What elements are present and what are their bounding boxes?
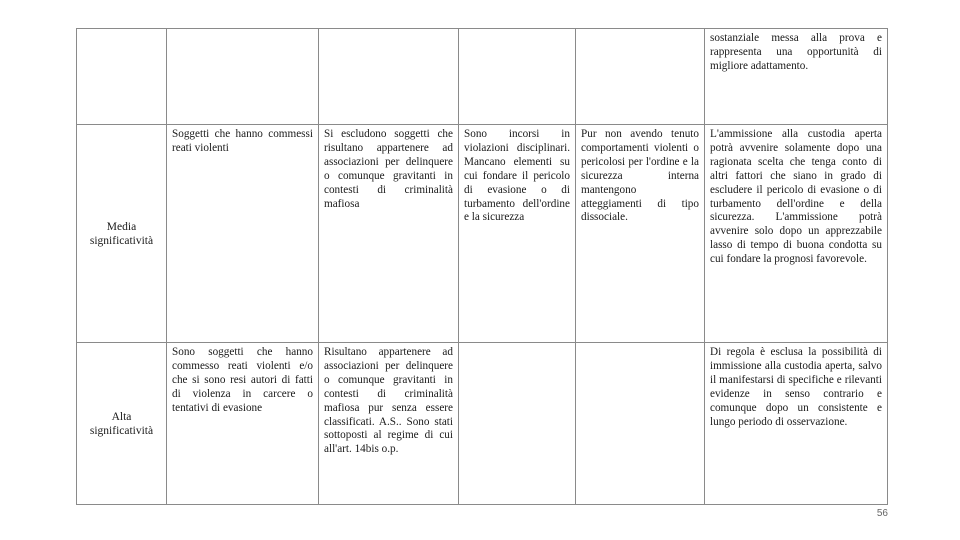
table-row — [77, 29, 888, 125]
table-cell-disciplinary — [459, 343, 576, 505]
criteria-table — [76, 28, 888, 505]
table-cell-behaviour: Pur non avendo tenuto comportamenti violenti o pericolosi per l'ordine e la sicurezza interna mantengono atteggiamenti di tipo dissociale. — [576, 125, 705, 343]
table-cell-offense-type: Soggetti che hanno commessi reati violenti — [167, 125, 319, 343]
table-cell-behaviour — [576, 29, 705, 125]
row-label-alta: Alta significatività — [77, 343, 167, 505]
table-cell-offense-type: Sono soggetti che hanno commesso reati violenti e/o che si sono resi autori di fatti di violenza in carcere o tentativi di evasione — [167, 343, 319, 505]
table-cell-disciplinary — [459, 29, 576, 125]
table-cell-disciplinary: Sono incorsi in violazioni disciplinari. Mancano elementi su cui fondare il pericolo di evasione o di turbamento dell'ordine e la sicurezza — [459, 125, 576, 343]
table-row — [77, 343, 888, 505]
row-label-media: Media significatività — [77, 125, 167, 343]
table-cell-associations: Risultano appartenere ad associazioni per delinquere o comunque gravitanti in contesti di criminalità mafiosa pur senza essere classificati. A.S.. Sono stati sottoposti al regime di cui all'art. 14bis o.p. — [319, 343, 459, 505]
page-number: 56 — [876, 508, 888, 519]
table-cell-offense-type — [167, 29, 319, 125]
table-cell-behaviour — [576, 343, 705, 505]
table-cell-associations: Si escludono soggetti che risultano appartenere ad associazioni per delinquere o comunque gravitanti in contesti di criminalità mafiosa — [319, 125, 459, 343]
table-cell-admission: Di regola è esclusa la possibilità di immissione alla custodia aperta, salvo il manifestarsi di specifiche e rilevanti evidenze in senso contrario e comunque dopo un consistente e lungo periodo di osservazione. — [705, 343, 888, 505]
table-row — [77, 125, 888, 343]
table-cell-admission: sostanziale messa alla prova e rappresenta una opportunità di migliore adattamento. — [705, 29, 888, 125]
table-cell-associations — [319, 29, 459, 125]
table-cell-admission: L'ammissione alla custodia aperta potrà avvenire solamente dopo una ragionata scelta che tenga conto di altri fattori che siano in grado di escludere il pericolo di evasione o di turbamento dell'ordine e della sicurezza. L'ammissione potrà avvenire solo dopo un apprezzabile lasso di tempo di buona condotta su cui fondare la prognosi favorevole. — [705, 125, 888, 343]
row-label — [77, 29, 167, 125]
